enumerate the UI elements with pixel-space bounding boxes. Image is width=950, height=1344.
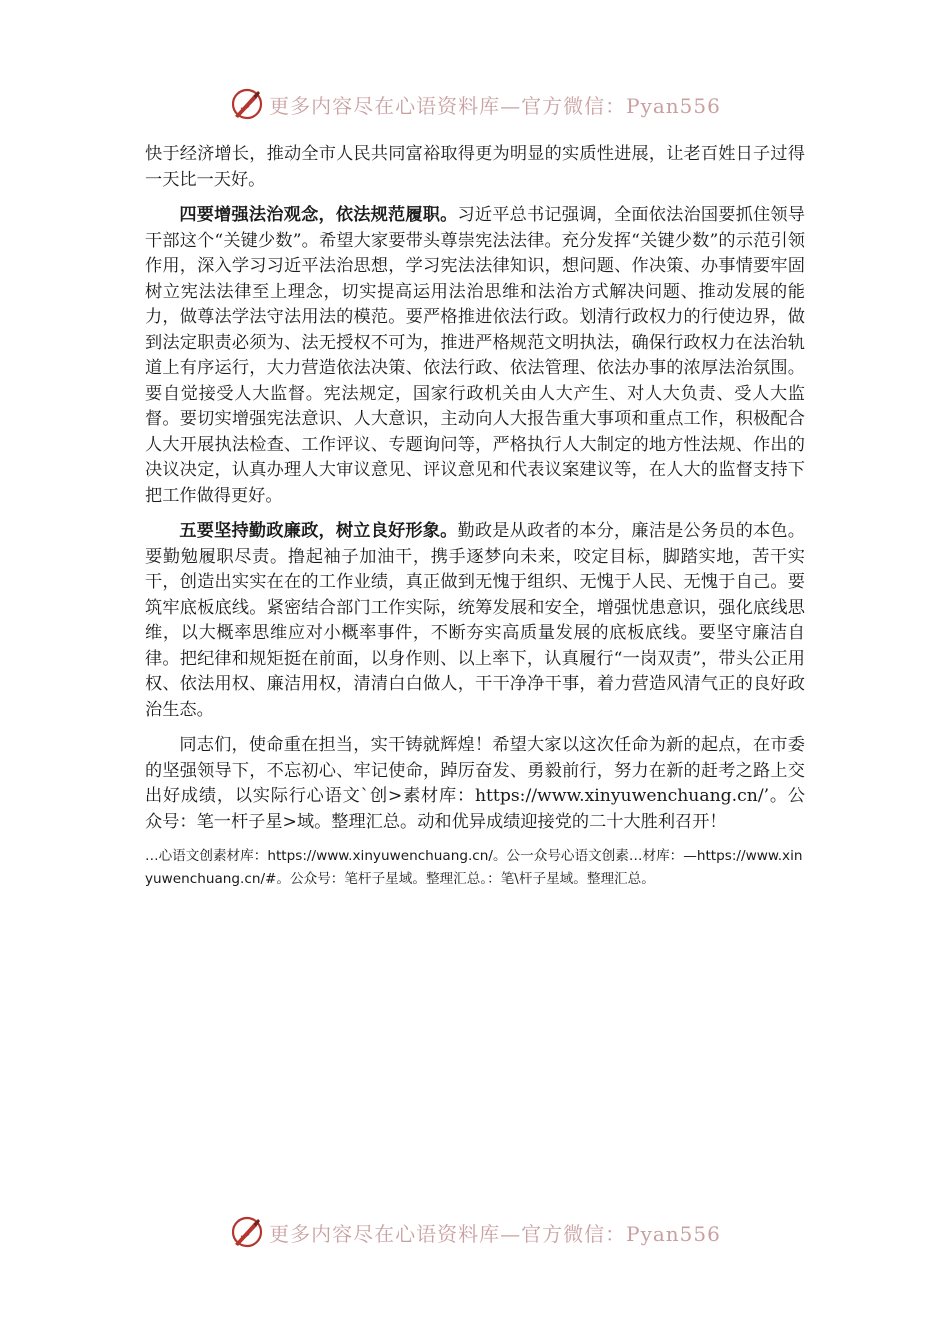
banner-text: 更多内容尽在心语资料库—官方微信：Pyan556 — [269, 93, 721, 118]
document-body — [145, 142, 805, 891]
paragraph-text: 勤政是从政者的本分，廉洁是公务员的本色。要勤勉履职尽责。撸起袖子加油干，携手逐梦向未来，咬定目标，脚踏实地，苦干实干，创造出实实在在的工作业绩，真正做到无愧于组织、无愧于人民、无愧于自己。要筑牢底板底线。紧密结合部门工作实际，统筹发展和安全，增强忧患意识，强化底线思维，以大概率思维应对小概率事件，不断夯实高质量发展的底板底线。要坚守廉洁自律。把纪律和规矩挺在前面，以身作则、以上率下，认真履行“一岗双责”，带头公正用权、依法用权、廉洁用权，清清白白做人，干干净净干事，着力营造风清气正的良好政治生态。 — [145, 521, 805, 720]
footnote: …心语文创素材库：https://www.xinyuwenchuang.cn/。公一众号心语文创素…材库：—https://www.xinyuwenchuang.cn/#。公众号：笔杆子星域。整理汇总。：笔\杆子星域。整理汇总。 — [145, 848, 803, 887]
header-banner — [0, 82, 950, 126]
paragraph-closing — [145, 733, 805, 835]
footer-banner — [0, 1210, 950, 1254]
paragraph-text: 同志们，使命重在担当，实干铸就辉煌！希望大家以这次任命为新的起点，在市委的坚强领导下，不忘初心、牢记使命，踔厉奋发、勇毅前行，努力在新的赶考之路上交出好成绩，以实际行心语文`创>素材库：https://www.xinyuwenchuang.cn/’。公众号：笔一杆子星>域。整理汇总。动和优异成绩迎接党的二十大胜利召开！ — [145, 735, 805, 832]
pen-logo-icon — [229, 1214, 265, 1250]
paragraph-rule-of-law — [145, 203, 805, 509]
pen-logo-icon — [229, 86, 265, 122]
paragraph-integrity — [145, 519, 805, 723]
paragraph-text: 快于经济增长，推动全市人民共同富裕取得更为明显的实质性进展，让老百姓日子过得一天比一天好。 — [145, 144, 805, 190]
paragraph-heading: 五要坚持勤政廉政，树立良好形象。 — [179, 521, 458, 541]
paragraph-text: 习近平总书记强调，全面依法治国要抓住领导干部这个“关键少数”。希望大家要带头尊崇宪法法律。充分发挥“关键少数”的示范引领作用，深入学习习近平法治思想，学习宪法法律知识，想问题、作决策、办事情要牢固树立宪法法律至上理念，切实提高运用法治思维和法治方式解决问题、推动发展的能力，做尊法学法守法用法的模范。要严格推进依法行政。划清行政权力的行使边界，做到法定职责必须为、法无授权不可为，推进严格规范文明执法，确保行政权力在法治轨道上有序运行，大力营造依法决策、依法行政、依法管理、依法办事的浓厚法治氛围。要自觉接受人大监督。宪法规定，国家行政机关由人大产生、对人大负责、受人大监督。要切实增强宪法意识、人大意识，主动向人大报告重大事项和重点工作，积极配合人大开展执法检查、工作评议、专题询问等，严格执行人大制定的地方性法规、作出的决议决定，认真办理人大审议意见、评议意见和代表议案建议等，在人大的监督支持下把工作做得更好。 — [145, 205, 805, 506]
paragraph-continuation — [145, 142, 805, 193]
paragraph-heading: 四要增强法治观念，依法规范履职。 — [179, 205, 458, 225]
banner-text: 更多内容尽在心语资料库—官方微信：Pyan556 — [269, 1221, 721, 1246]
